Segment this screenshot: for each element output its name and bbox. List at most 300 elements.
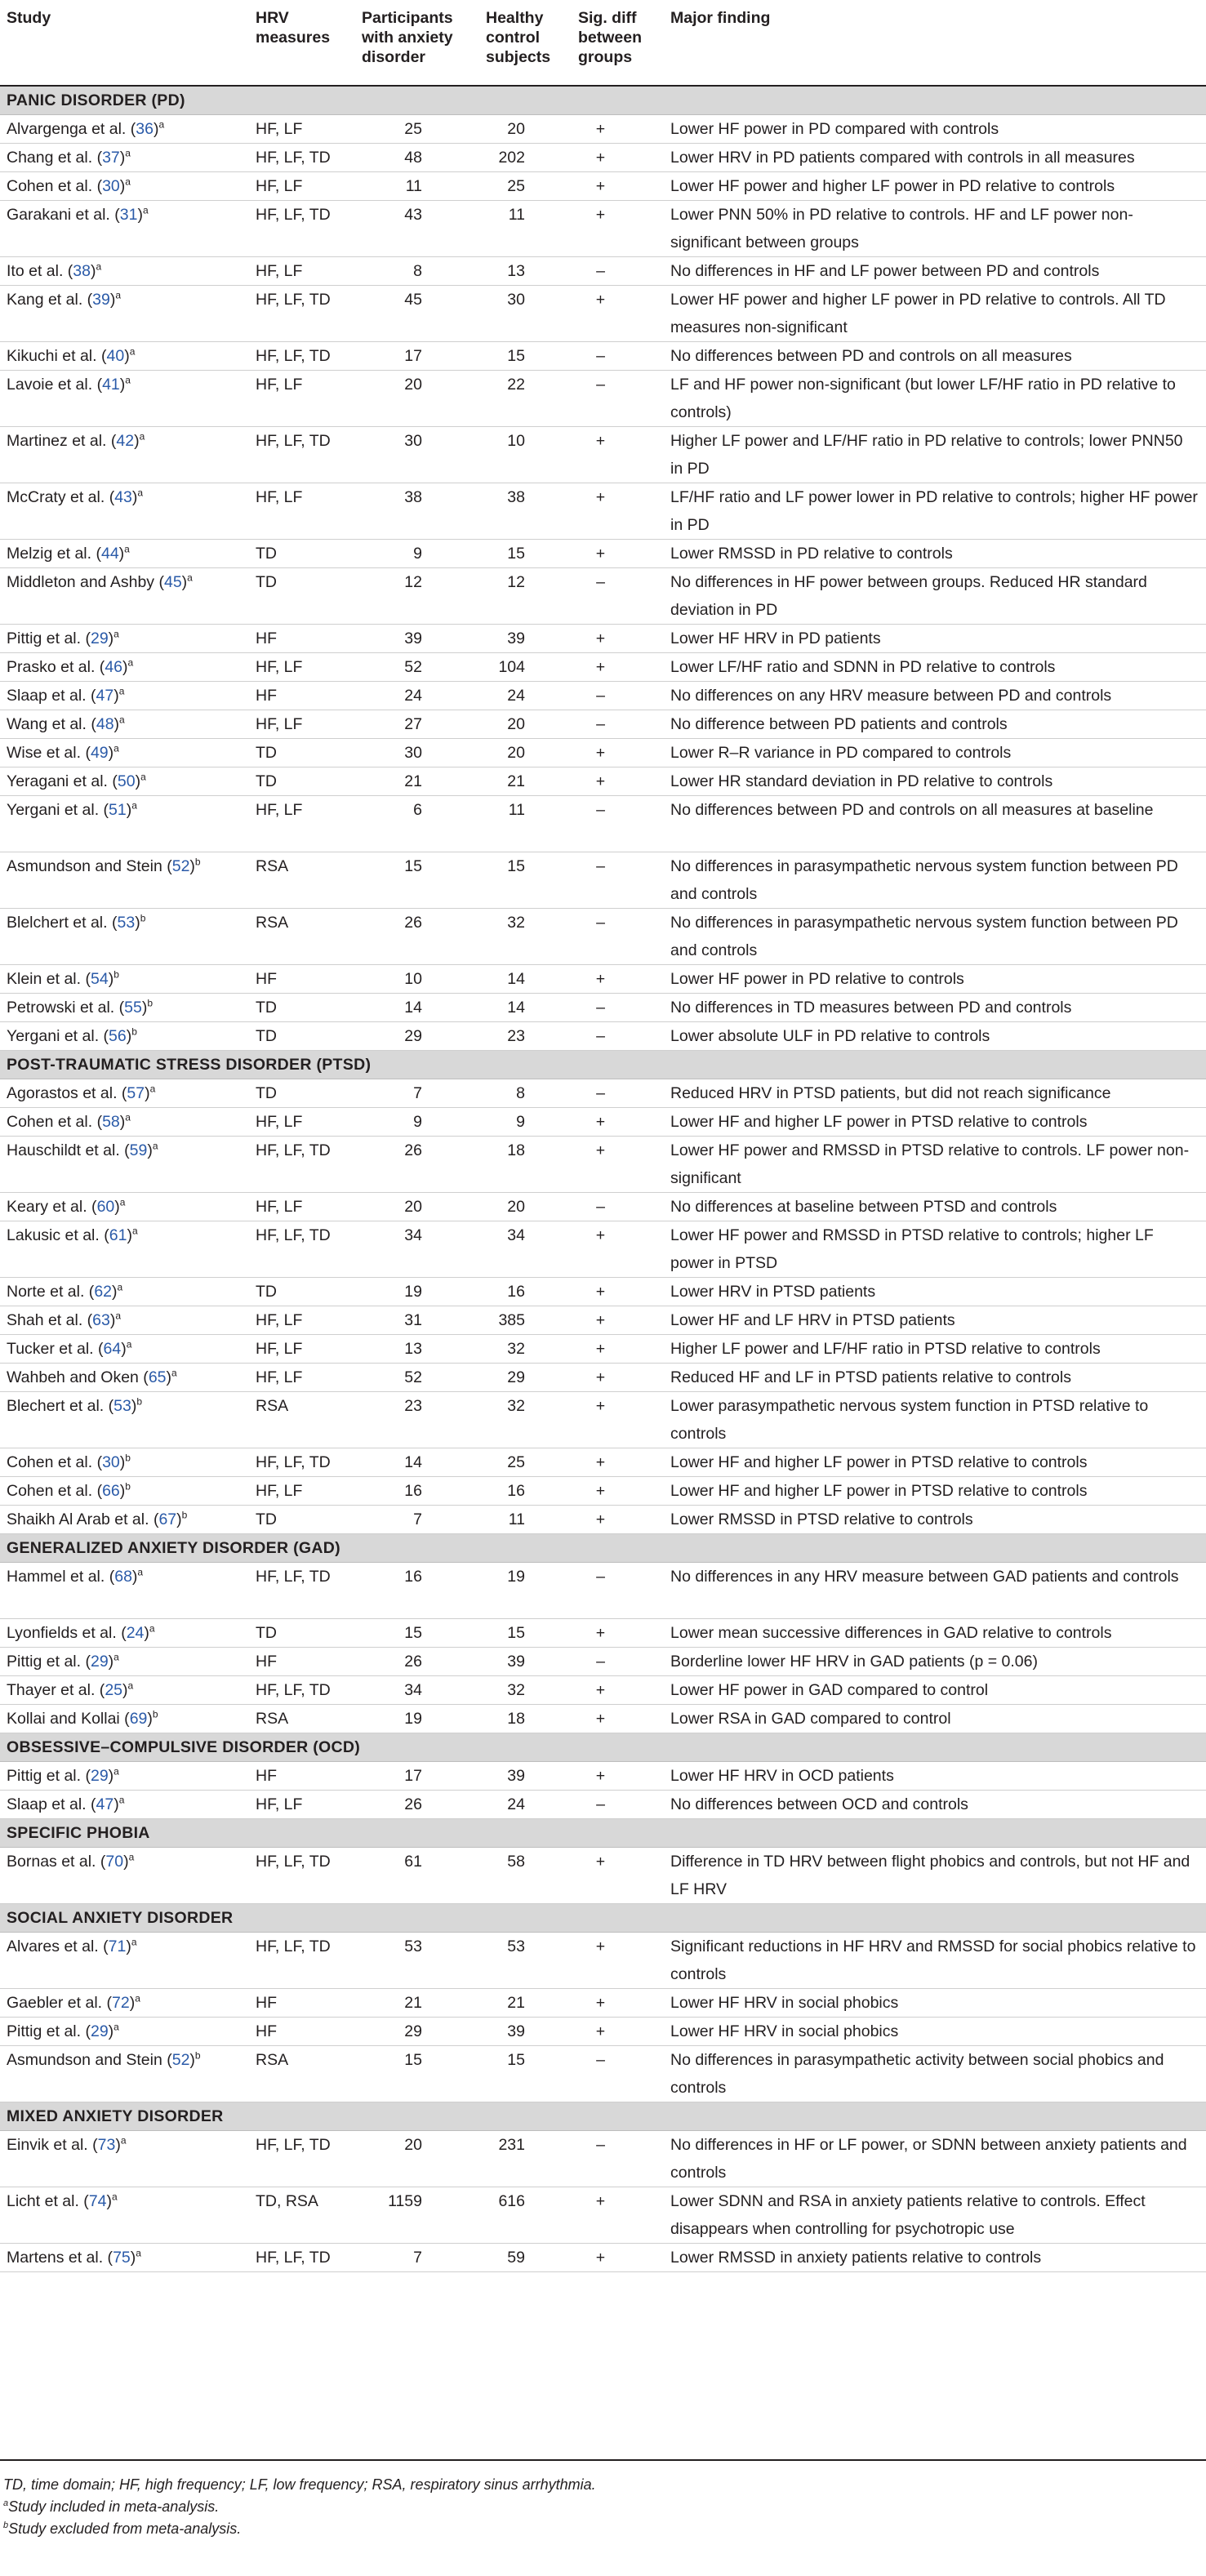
study-cell: Garakani et al. $(31)^a$ [0,201,249,257]
reference-link[interactable]: 71 [108,1938,127,1955]
study-cell: Lyonfields et al. $(24)^a$ [0,1619,249,1648]
major-finding-cell: No differences in any HRV measure between GAD patients and controls [664,1563,1206,1619]
major-finding-cell: LF and HF power non-significant (but lower LF/HF ratio in PD relative to controls) [664,371,1206,427]
reference-link[interactable]: 65 [148,1368,167,1386]
study-name: Garakani et al. [7,206,110,224]
study-cell: Cohen et al. $(58)^a$ [0,1108,249,1137]
reference-link[interactable]: 37 [102,149,120,167]
section-title: PANIC DISORDER (PD) [0,86,1206,115]
hrv-measures-cell: RSA [249,2046,355,2102]
controls-cell: 38 [479,483,572,540]
participants-cell: 52 [355,1364,479,1392]
controls-cell: 25 [479,1448,572,1477]
footnote-mark: a [136,2247,141,2259]
major-finding-cell: Lower HF HRV in social phobics [664,1989,1206,2018]
reference-link[interactable]: 57 [127,1084,145,1102]
controls-cell: 29 [479,1364,572,1392]
reference-link[interactable]: 29 [90,630,109,647]
major-finding-cell: Lower mean successive differences in GAD relative to controls [664,1619,1206,1648]
hrv-measures-cell: HF, LF [249,1193,355,1221]
sig-diff-cell: + [572,1137,664,1193]
reference-link[interactable]: 51 [109,801,127,819]
footnote-mark: a [115,289,122,301]
study-name: Yeragani et al. [7,772,108,790]
controls-cell: 21 [479,767,572,796]
sig-diff-cell: + [572,767,664,796]
participants-cell: 45 [355,286,479,342]
footnote-mark: b [152,1708,158,1720]
hrv-measures-cell: TD [249,1278,355,1306]
controls-cell: 39 [479,625,572,653]
table-row [0,2187,1206,2244]
study-cell: Hammel et al. $(68)^a$ [0,1563,249,1619]
study-cell: Blelchert et al. $(53)^b$ [0,909,249,965]
participants-cell: 53 [355,1933,479,1989]
hrv-measures-cell: HF [249,1989,355,2018]
reference-link[interactable]: 44 [100,545,119,563]
major-finding-cell: No differences in TD measures between PD and controls [664,994,1206,1022]
hrv-measures-cell: TD [249,1079,355,1108]
sig-diff-cell: + [572,427,664,483]
reference-link[interactable]: 43 [114,488,132,506]
study-name: Wang et al. [7,715,87,733]
study-name: Einvik et al. [7,2136,88,2154]
major-finding-cell: Higher LF power and LF/HF ratio in PTSD relative to controls [664,1335,1206,1364]
reference-link[interactable]: 30 [102,177,120,195]
table-row [0,682,1206,710]
reference-link[interactable]: 59 [129,1141,148,1159]
study-cell: Melzig et al. $(44)^a$ [0,540,249,568]
participants-cell: 34 [355,1221,479,1278]
study-name: Keary et al. [7,1198,87,1216]
controls-cell: 16 [479,1278,572,1306]
study-name: Ito et al. [7,262,64,280]
table-row [0,625,1206,653]
study-name: McCraty et al. [7,488,105,506]
major-finding-cell: Lower R–R variance in PD compared to controls [664,739,1206,767]
hrv-measures-cell: HF, LF [249,1477,355,1506]
major-finding-cell: No differences on any HRV measure between PD and controls [664,682,1206,710]
footnote-mark: a [126,1338,132,1350]
participants-cell: 61 [355,1848,479,1904]
footnote-mark: a [124,543,130,555]
footnote-mark: a [171,1367,177,1379]
major-finding-cell: No differences in HF or LF power, or SDNN between anxiety patients and controls [664,2131,1206,2187]
major-finding-cell: Lower HF power and higher LF power in PD relative to controls. All TD measures non-significant [664,286,1206,342]
sig-diff-cell: – [572,710,664,739]
major-finding-cell: Lower HF and LF HRV in PTSD patients [664,1306,1206,1335]
study-name: Slaap et al. [7,1795,87,1813]
study-name: Norte et al. [7,1283,85,1301]
sig-diff-cell: + [572,653,664,682]
sig-diff-cell: + [572,172,664,201]
major-finding-cell: Lower absolute ULF in PD relative to controls [664,1022,1206,1051]
study-name: Shaikh Al Arab et al. [7,1510,149,1528]
sig-diff-cell: + [572,2244,664,2272]
major-finding-cell: Lower HF HRV in PD patients [664,625,1206,653]
reference-link[interactable]: 30 [102,1453,120,1471]
sig-diff-cell: + [572,1705,664,1733]
reference-link[interactable]: 40 [106,347,125,365]
participants-cell: 15 [355,1619,479,1648]
controls-cell: 8 [479,1079,572,1108]
participants-cell: 1159 [355,2187,479,2244]
sig-diff-cell: – [572,2131,664,2187]
controls-cell: 32 [479,1676,572,1705]
major-finding-cell: No differences at baseline between PTSD and controls [664,1193,1206,1221]
controls-cell: 58 [479,1848,572,1904]
major-finding-cell: Lower RMSSD in PD relative to controls [664,540,1206,568]
sig-diff-cell: + [572,1335,664,1364]
reference-link[interactable]: 53 [113,1397,131,1415]
footnote-mark: a [127,1680,134,1692]
table-row [0,342,1206,371]
reference-link[interactable]: 42 [116,432,135,450]
major-finding-cell: Lower HRV in PTSD patients [664,1278,1206,1306]
hrv-measures-cell: RSA [249,909,355,965]
reference-link[interactable]: 58 [102,1113,120,1131]
hrv-measures-cell: HF [249,2018,355,2046]
controls-cell: 14 [479,965,572,994]
participants-cell: 52 [355,653,479,682]
study-name: Pittig et al. [7,630,82,647]
table-row [0,1506,1206,1534]
reference-link[interactable]: 74 [88,2192,107,2210]
table-row [0,1108,1206,1137]
footnote-mark: a [158,118,165,131]
major-finding-cell: No differences in parasympathetic activity between social phobics and controls [664,2046,1206,2102]
major-finding-cell: Reduced HF and LF in PTSD patients relative to controls [664,1364,1206,1392]
table-row [0,1762,1206,1791]
major-finding-cell: Lower parasympathetic nervous system function in PTSD relative to controls [664,1392,1206,1448]
sig-diff-cell: – [572,994,664,1022]
major-finding-cell: Reduced HRV in PTSD patients, but did not reach significance [664,1079,1206,1108]
study-name: Pittig et al. [7,1767,82,1785]
sig-diff-cell: – [572,2046,664,2102]
study-cell: Asmundson and Stein $(52)^b$ [0,852,249,909]
participants-cell: 15 [355,2046,479,2102]
header-participants: Participants with anxiety disorder [355,0,479,86]
table-row [0,739,1206,767]
study-name: Asmundson and Stein [7,2051,162,2069]
table-row [0,1848,1206,1904]
sig-diff-cell: + [572,1848,664,1904]
controls-cell: 13 [479,257,572,286]
study-cell: Gaebler et al. $(72)^a$ [0,1989,249,2018]
participants-cell: 12 [355,568,479,625]
table-row [0,1791,1206,1819]
reference-link[interactable]: 50 [117,772,136,790]
table-row [0,2244,1206,2272]
hrv-measures-cell: HF, LF [249,257,355,286]
study-name: Wise et al. [7,744,82,762]
table-row [0,371,1206,427]
participants-cell: 26 [355,1137,479,1193]
study-name: Pittig et al. [7,2022,82,2040]
reference-link[interactable]: 73 [97,2136,116,2154]
controls-cell: 231 [479,2131,572,2187]
table-row [0,172,1206,201]
study-cell: Middleton and Ashby $(45)^a$ [0,568,249,625]
study-cell: Asmundson and Stein $(52)^b$ [0,2046,249,2102]
hrv-measures-cell: HF, LF, TD [249,342,355,371]
reference-link[interactable]: 53 [117,914,136,932]
study-cell: Slaap et al. $(47)^a$ [0,682,249,710]
participants-cell: 8 [355,257,479,286]
hrv-measures-cell: HF, LF [249,1791,355,1819]
table-row [0,1193,1206,1221]
table-row [0,1335,1206,1364]
footnote-mark: a [119,714,125,726]
participants-cell: 26 [355,1791,479,1819]
footnote-mark: a [125,1111,131,1123]
study-name: Cohen et al. [7,1482,93,1500]
hrv-measures-cell: HF, LF [249,172,355,201]
controls-cell: 15 [479,852,572,909]
hrv-measures-cell: RSA [249,1392,355,1448]
study-cell: Shah et al. $(63)^a$ [0,1306,249,1335]
participants-cell: 20 [355,1193,479,1221]
major-finding-cell: Lower HF power in PD compared with controls [664,115,1206,144]
study-name: Alvargenga et al. [7,120,127,138]
table-row [0,2046,1206,2102]
table-row [0,1022,1206,1051]
controls-cell: 21 [479,1989,572,2018]
study-name: Cohen et al. [7,1453,93,1471]
major-finding-cell: No differences in parasympathetic nervous system function between PD and controls [664,852,1206,909]
participants-cell: 7 [355,1079,479,1108]
reference-link[interactable]: 39 [92,291,110,309]
reference-link[interactable]: 54 [90,970,109,988]
study-cell: Yeragani et al. $(50)^a$ [0,767,249,796]
study-cell: Shaikh Al Arab et al. $(67)^b$ [0,1506,249,1534]
section-title: OBSESSIVE–COMPULSIVE DISORDER (OCD) [0,1733,1206,1762]
sig-diff-cell: – [572,1022,664,1051]
participants-cell: 23 [355,1392,479,1448]
footnote-b: $^b$Study excluded from meta-analysis. [3,2520,242,2537]
table-row [0,796,1206,852]
footnote-mark: b [194,2049,201,2062]
controls-cell: 9 [479,1108,572,1137]
table-row [0,1563,1206,1619]
footnote-mark: a [120,2134,127,2147]
reference-link[interactable]: 70 [105,1853,124,1871]
footnote-mark: a [119,1196,126,1208]
table-row [0,1448,1206,1477]
table-row [0,568,1206,625]
sig-diff-cell: + [572,739,664,767]
participants-cell: 30 [355,739,479,767]
hrv-measures-cell: HF, LF [249,1108,355,1137]
reference-link[interactable]: 55 [124,999,142,1017]
study-name: Gaebler et al. [7,1994,103,2012]
table-row [0,201,1206,257]
major-finding-cell: Lower RSA in GAD compared to control [664,1705,1206,1733]
controls-cell: 18 [479,1137,572,1193]
reference-link[interactable]: 31 [119,206,138,224]
study-name: Wahbeh and Oken [7,1368,139,1386]
major-finding-cell: Lower LF/HF ratio and SDNN in PD relative to controls [664,653,1206,682]
participants-cell: 17 [355,342,479,371]
participants-cell: 7 [355,1506,479,1534]
reference-link[interactable]: 69 [129,1710,148,1728]
reference-link[interactable]: 25 [105,1681,123,1699]
study-cell: Thayer et al. $(25)^a$ [0,1676,249,1705]
major-finding-cell: No difference between PD patients and controls [664,710,1206,739]
reference-link[interactable]: 60 [96,1198,115,1216]
study-cell: Wang et al. $(48)^a$ [0,710,249,739]
sig-diff-cell: + [572,1989,664,2018]
controls-cell: 104 [479,653,572,682]
participants-cell: 25 [355,115,479,144]
study-name: Yergani et al. [7,1027,100,1045]
sig-diff-cell: + [572,1306,664,1335]
participants-cell: 9 [355,1108,479,1137]
table-body [0,86,1206,2272]
header-hrv-measures: HRV measures [249,0,355,86]
sig-diff-cell: + [572,2187,664,2244]
reference-link[interactable]: 72 [112,1994,130,2012]
reference-link[interactable]: 64 [103,1340,122,1358]
reference-link[interactable]: 48 [96,715,114,733]
sig-diff-cell: – [572,568,664,625]
reference-link[interactable]: 56 [109,1027,127,1045]
major-finding-cell: Lower HR standard deviation in PD relative to controls [664,767,1206,796]
reference-link[interactable]: 62 [94,1283,113,1301]
hrv-measures-cell: HF, LF [249,796,355,852]
study-cell: Kikuchi et al. $(40)^a$ [0,342,249,371]
reference-link[interactable]: 61 [109,1226,127,1244]
reference-link[interactable]: 52 [171,2051,190,2069]
study-name: Bornas et al. [7,1853,96,1871]
study-cell: Wise et al. $(49)^a$ [0,739,249,767]
table-row [0,483,1206,540]
hrv-measures-cell: TD [249,568,355,625]
section-title: GENERALIZED ANXIETY DISORDER (GAD) [0,1534,1206,1563]
reference-link[interactable]: 45 [163,573,182,591]
major-finding-cell: Lower PNN 50% in PD relative to controls. HF and LF power non-significant between groups [664,201,1206,257]
table-row [0,1278,1206,1306]
study-name: Melzig et al. [7,545,92,563]
controls-cell: 616 [479,2187,572,2244]
footnote-mark: a [96,260,102,273]
reference-link[interactable]: 49 [90,744,109,762]
section-title: POST-TRAUMATIC STRESS DISORDER (PTSD) [0,1051,1206,1079]
sig-diff-cell: – [572,1791,664,1819]
reference-link[interactable]: 29 [90,2022,109,2040]
sig-diff-cell: – [572,1648,664,1676]
study-cell: Chang et al. $(37)^a$ [0,144,249,172]
participants-cell: 14 [355,994,479,1022]
major-finding-cell: Lower HF and higher LF power in PTSD relative to controls [664,1448,1206,1477]
section-title: SOCIAL ANXIETY DISORDER [0,1904,1206,1933]
table-row [0,286,1206,342]
study-name: Lavoie et al. [7,376,93,394]
controls-cell: 16 [479,1477,572,1506]
controls-cell: 22 [479,371,572,427]
hrv-measures-cell: HF, LF, TD [249,1933,355,1989]
participants-cell: 7 [355,2244,479,2272]
major-finding-cell: Higher LF power and LF/HF ratio in PD relative to controls; lower PNN50 in PD [664,427,1206,483]
table-row [0,1933,1206,1989]
hrv-measures-cell: HF, LF, TD [249,201,355,257]
reference-link[interactable]: 24 [126,1624,145,1642]
reference-link[interactable]: 67 [158,1510,177,1528]
footnote-mark: a [113,628,119,640]
study-name: Kollai and Kollai [7,1710,120,1728]
participants-cell: 43 [355,201,479,257]
sig-diff-cell: + [572,1933,664,1989]
reference-link[interactable]: 29 [90,1653,109,1671]
table-row [0,710,1206,739]
abbreviations-note: TD, time domain; HF, high frequency; LF, low frequency; RSA, respiratory sinus arrhythmia. [3,2476,596,2493]
sig-diff-cell: + [572,144,664,172]
hrv-measures-cell: HF [249,625,355,653]
reference-link[interactable]: 36 [136,120,154,138]
table-row [0,1477,1206,1506]
study-name: Blechert et al. [7,1397,105,1415]
reference-link[interactable]: 47 [96,1795,114,1813]
sig-diff-cell: – [572,909,664,965]
study-cell: Pittig et al. $(29)^a$ [0,625,249,653]
hrv-measures-cell: HF, LF, TD [249,1563,355,1619]
footnote-mark: a [137,1566,144,1578]
section-header-row [0,1534,1206,1563]
hrv-measures-cell: HF, LF, TD [249,1448,355,1477]
study-cell: Alvares et al. $(71)^a$ [0,1933,249,1989]
footnote-mark: a [113,742,119,754]
major-finding-cell: Significant reductions in HF HRV and RMSSD for social phobics relative to controls [664,1933,1206,1989]
sig-diff-cell: – [572,371,664,427]
study-cell: Cohen et al. $(30)^b$ [0,1448,249,1477]
sig-diff-cell: + [572,1477,664,1506]
controls-cell: 12 [479,568,572,625]
reference-link[interactable]: 29 [90,1767,109,1785]
study-cell: Pittig et al. $(29)^a$ [0,2018,249,2046]
study-cell: Keary et al. $(60)^a$ [0,1193,249,1221]
participants-cell: 9 [355,540,479,568]
study-name: Shah et al. [7,1311,83,1329]
reference-link[interactable]: 38 [73,262,91,280]
reference-link[interactable]: 66 [102,1482,120,1500]
table-row [0,1989,1206,2018]
footnote-mark: b [125,1452,131,1464]
sig-diff-cell: + [572,540,664,568]
reference-link[interactable]: 47 [96,687,114,705]
reference-link[interactable]: 52 [171,857,190,875]
major-finding-cell: Lower HF power in GAD compared to control [664,1676,1206,1705]
controls-cell: 385 [479,1306,572,1335]
study-name: Thayer et al. [7,1681,96,1699]
study-cell: Lavoie et al. $(41)^a$ [0,371,249,427]
study-cell: Norte et al. $(62)^a$ [0,1278,249,1306]
reference-link[interactable]: 46 [105,658,123,676]
section-header-row [0,1904,1206,1933]
table-row [0,2018,1206,2046]
reference-link[interactable]: 68 [114,1568,132,1586]
controls-cell: 15 [479,2046,572,2102]
study-cell: Prasko et al. $(46)^a$ [0,653,249,682]
reference-link[interactable]: 41 [102,376,120,394]
footnote-mark: b [136,1395,143,1408]
major-finding-cell: No differences between PD and controls on all measures [664,342,1206,371]
table-row [0,1648,1206,1676]
participants-cell: 11 [355,172,479,201]
reference-link[interactable]: 75 [113,2249,131,2267]
reference-link[interactable]: 63 [92,1311,110,1329]
hrv-measures-cell: TD [249,1506,355,1534]
footnote-mark: a [115,1310,122,1322]
